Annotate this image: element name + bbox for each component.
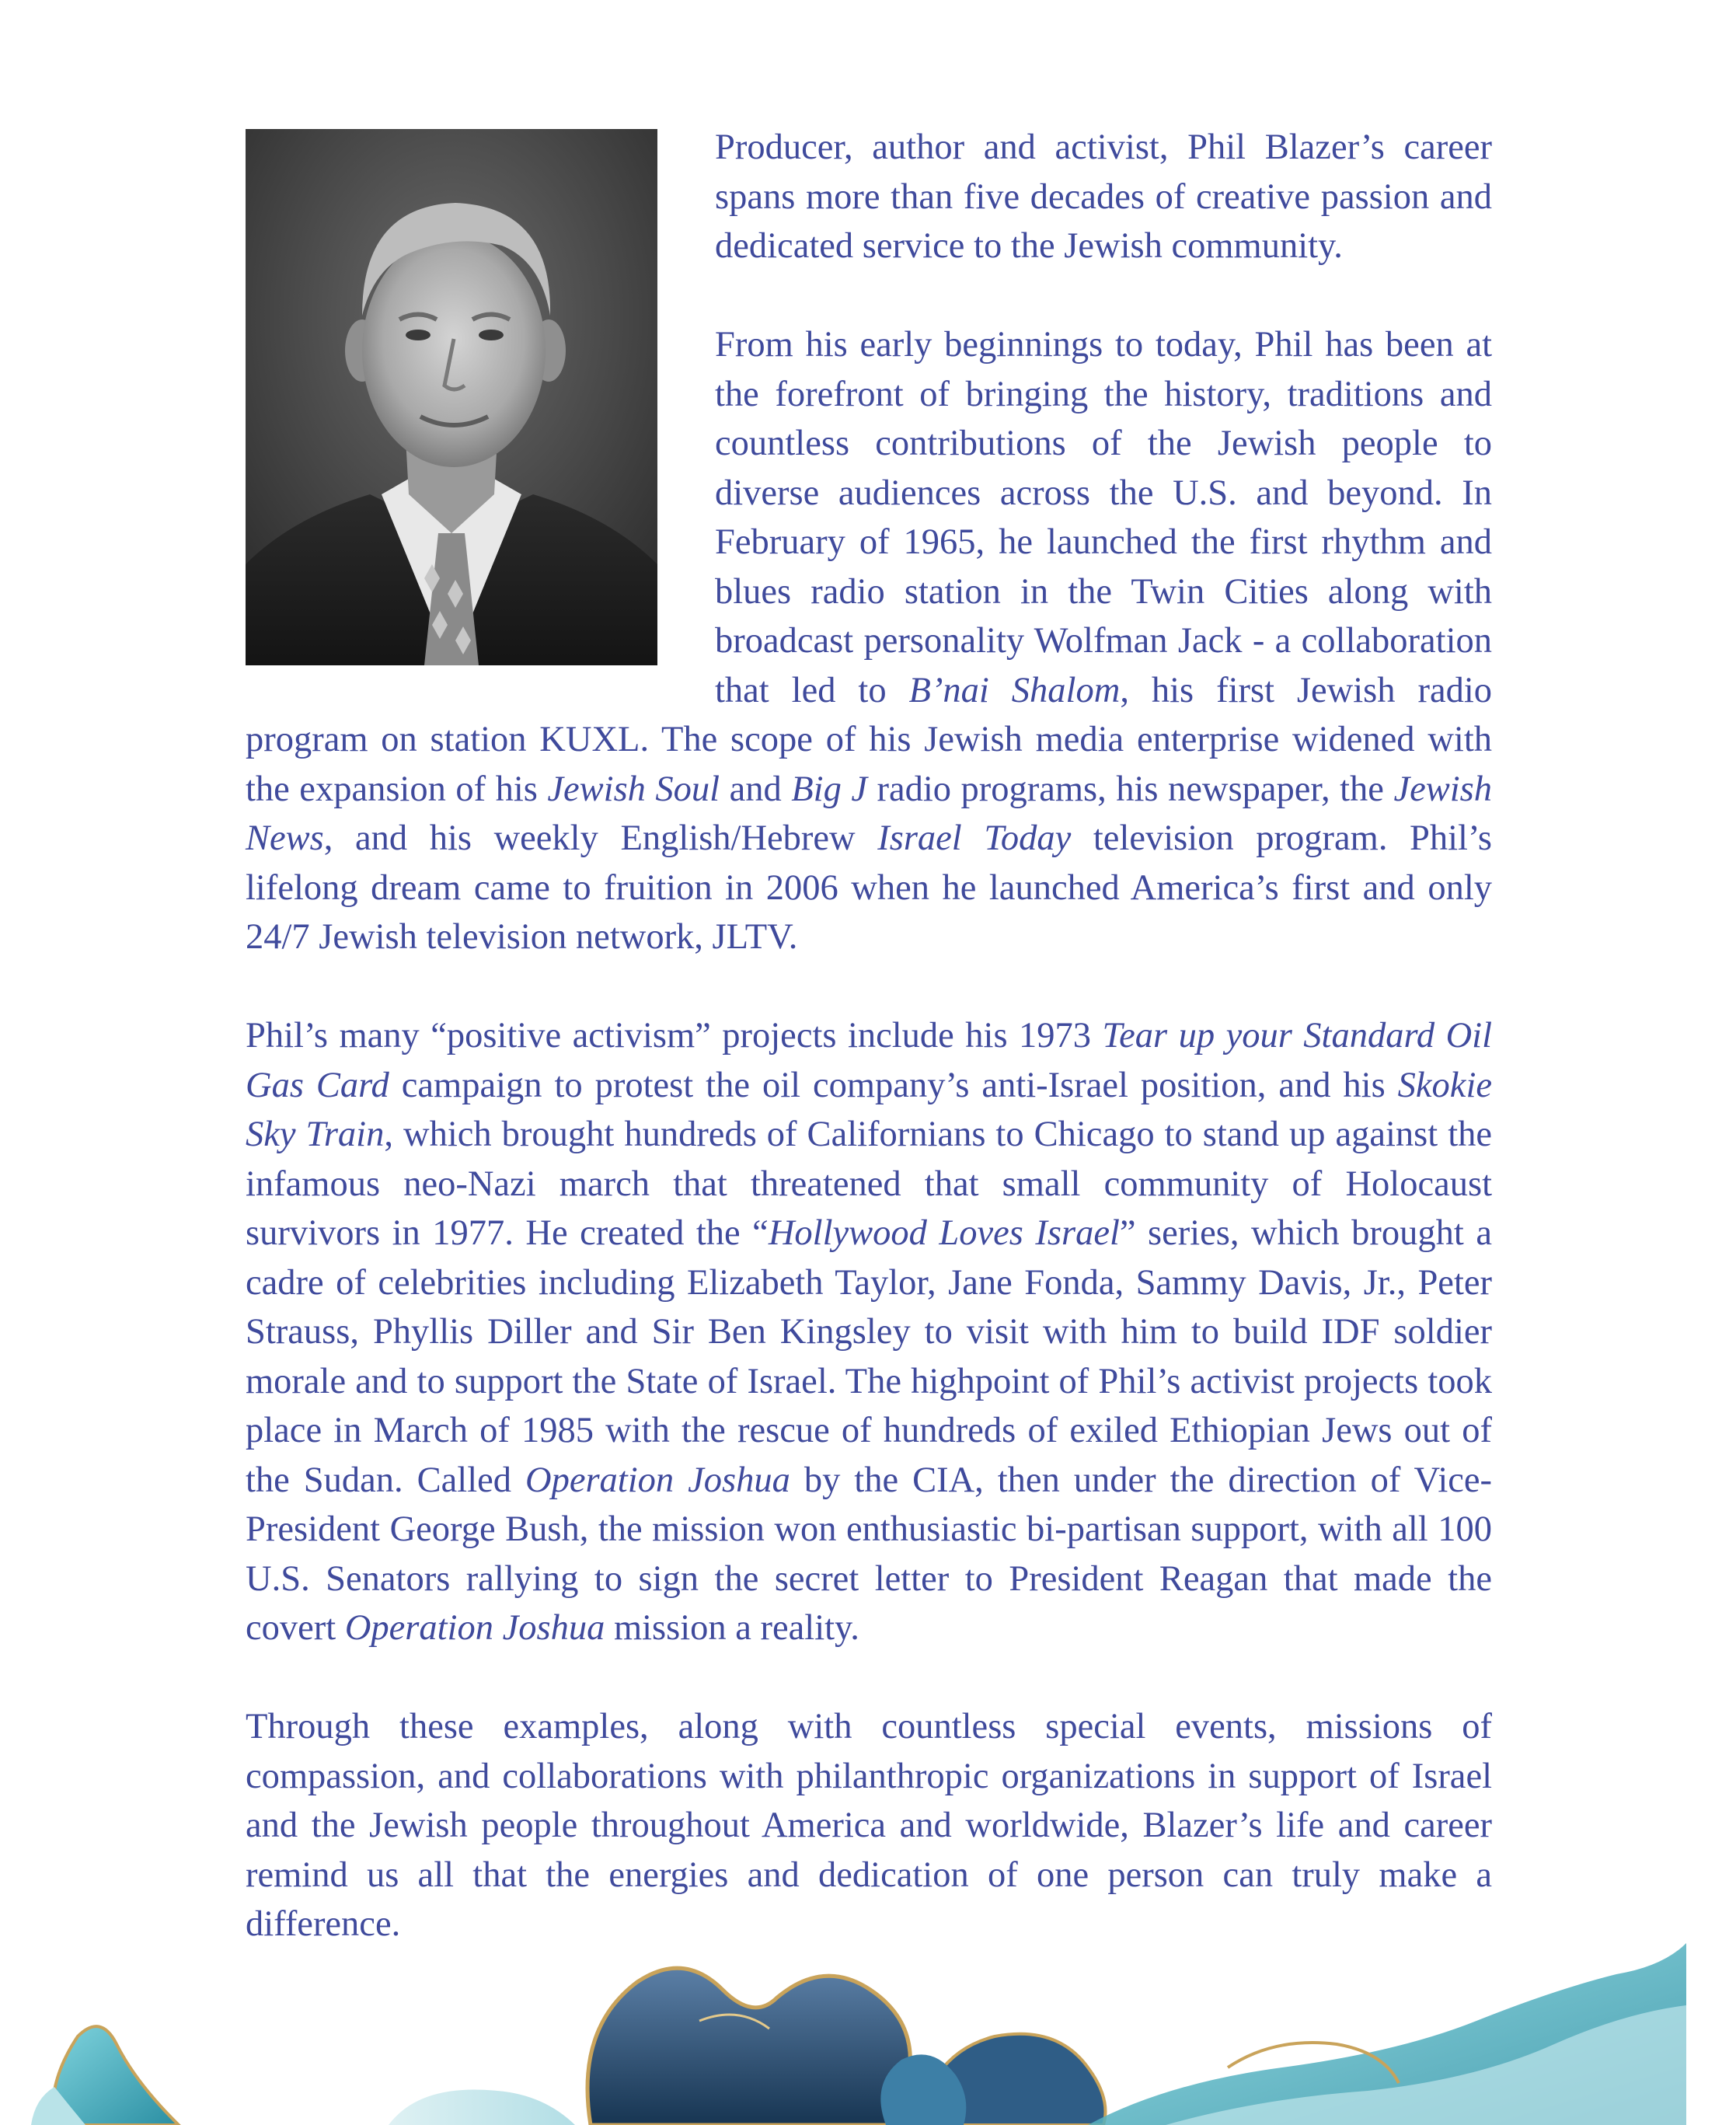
text-segment: ” series, which brought a cadre of celebrities including Elizabeth Taylor, Jane Fonda, Sammy Davis, Jr., Peter Strauss, Phyllis Diller and Sir Ben Kingsley to visit with him to build IDF soldier morale and to support the State of Israel. The highpoint of Phil’s activist projects took place in March of 1985 with the rescue of hundreds of exiled Ethiopian Jews out of the Sudan. Called xyxy=(246,1213,1492,1500)
italic-title: Skokie Sky Train xyxy=(246,1065,1493,1154)
text-segment: Phil’s many “positive activism” projects include his 1973 xyxy=(246,1016,1103,1056)
intro-paragraph: Producer, author and activist, Phil Blazer’s career spans more than five decades of creative passion and dedicated service to the Jewish community. xyxy=(715,127,1492,266)
italic-title: Jewish Soul xyxy=(547,769,720,809)
text-segment: and xyxy=(720,769,792,809)
text-segment: , and his weekly English/Hebrew xyxy=(323,818,878,858)
text-segment: , which brought hundreds of Californians to Chicago to stand up against the infamous neo-Nazi march that threatened that small community of Holocaust survivors in 1977. He created the “ xyxy=(246,1115,1492,1253)
watercolor-wave-decoration-icon xyxy=(0,1928,1736,2125)
italic-title: Operation Joshua xyxy=(344,1608,605,1648)
text-segment: television program. Phil’s lifelong dream came to fruition in 2006 when he launched America’s first and only 24/7 Jewish television network, JLTV. xyxy=(246,818,1492,957)
italic-title: Jewish News xyxy=(246,769,1492,858)
text-segment: From his early beginnings to today, Phil has been at the forefront of bringing the history, traditions and countless contributions of the Jewish people to diverse audiences across the U.S. and beyond. In February of 1965, he launched the first rhythm and blues radio station in the Twin Cities along with broadcast personality Wolfman Jack - a collaboration that led to xyxy=(715,325,1492,710)
text-segment: by the CIA, then under the direction of Vice-President George Bush, the mission won enthusiastic bi-partisan support, with all 100 U.S. Senators rallying to sign the secret letter to President Reagan that made the covert xyxy=(246,1460,1492,1648)
portrait-photo-icon xyxy=(246,129,657,665)
closing-paragraph: Through these examples, along with countless special events, missions of compassion, and collaborations with philanthropic organizations in support of Israel and the Jewish people throughout America and worldwide, Blazer’s life and career remind us all that the energies and dedication of one person can truly make a difference. xyxy=(246,1707,1492,1944)
italic-title: Operation Joshua xyxy=(525,1460,790,1500)
italic-title: B’nai Shalom xyxy=(908,670,1121,710)
text-segment: radio programs, his newspaper, the xyxy=(866,769,1394,809)
text-segment: mission a reality. xyxy=(605,1608,859,1648)
activism-paragraph xyxy=(246,1011,1492,1653)
portrait-photo xyxy=(246,129,657,665)
biography-text xyxy=(246,123,1492,1949)
italic-title: Hollywood Loves Israel xyxy=(768,1213,1120,1253)
italic-title: Israel Today xyxy=(877,818,1072,858)
italic-title: Big J xyxy=(791,769,867,809)
text-segment: , his first Jewish radio program on station KUXL. The scope of his Jewish media enterprise widened with the expansion of his xyxy=(246,670,1493,809)
italic-title: Tear up your Standard Oil Gas Card xyxy=(246,1016,1493,1105)
text-segment: campaign to protest the oil company’s anti-Israel position, and his xyxy=(389,1065,1398,1105)
